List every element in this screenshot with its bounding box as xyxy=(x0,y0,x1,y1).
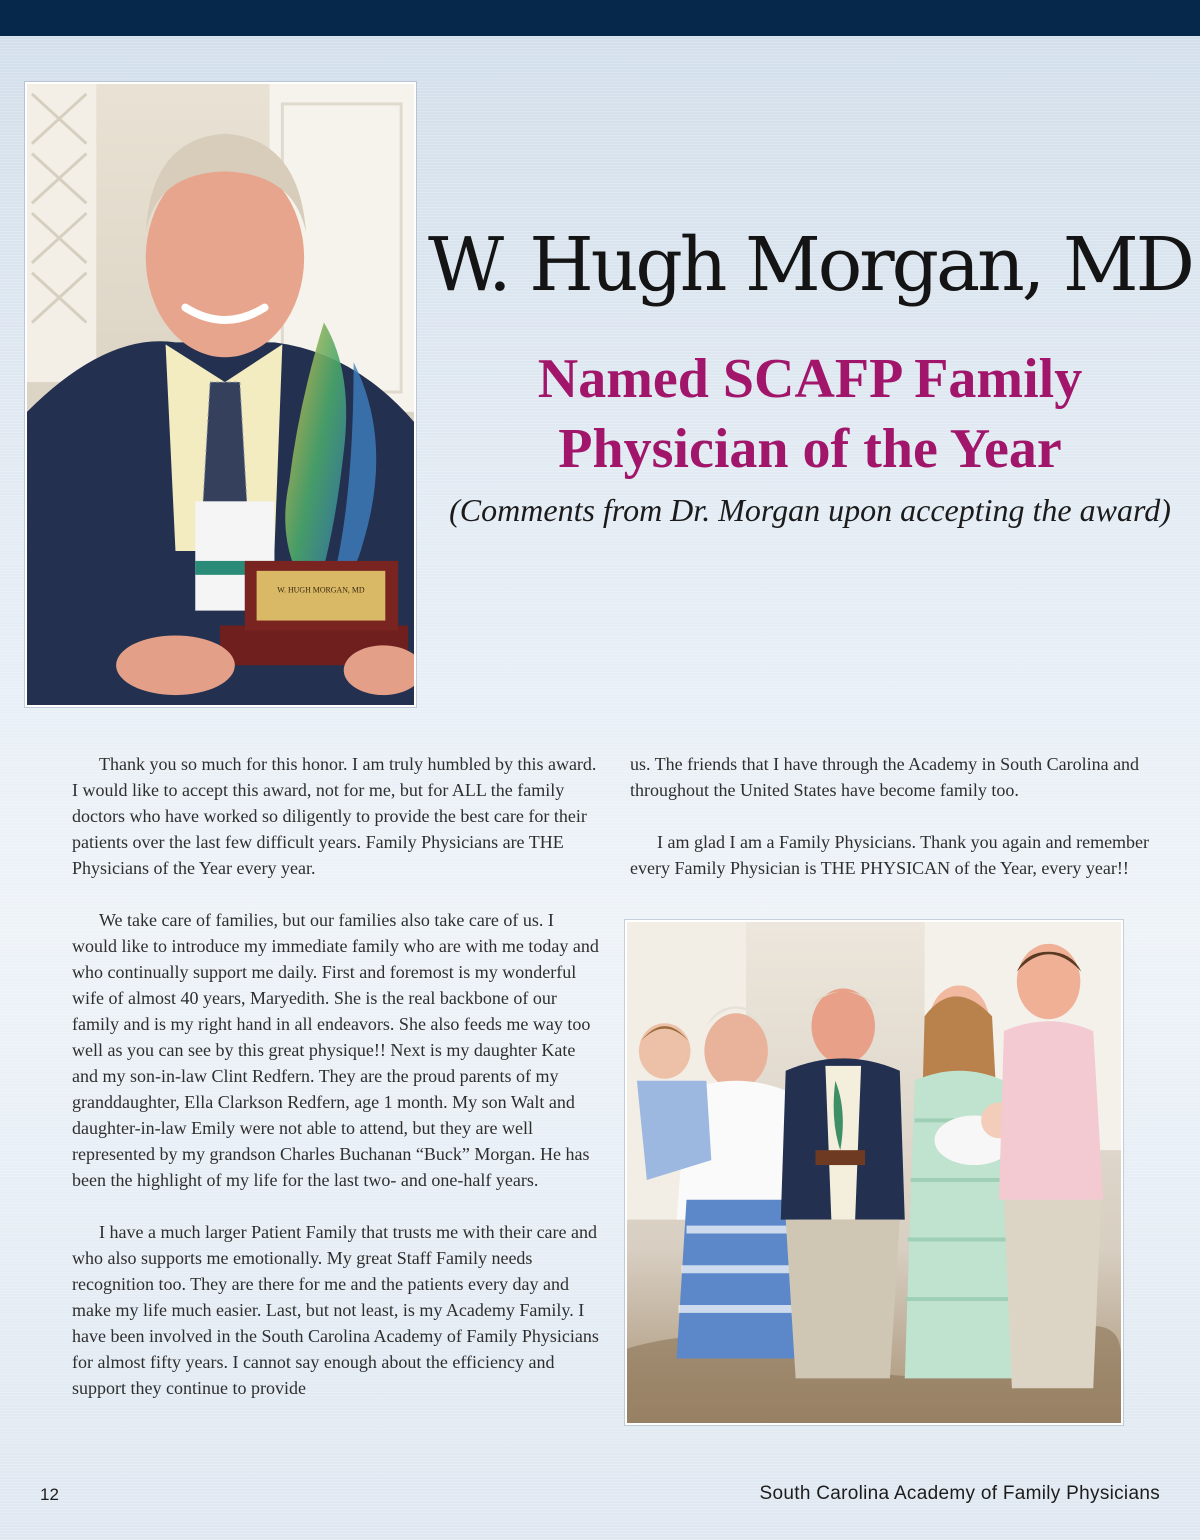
paragraph: Thank you so much for this honor. I am truly humbled by this award. I would like to accept this award, not for me, but for ALL the family doctors who have worked so diligently to provide the best care for their patients over the last few difficult years. Family Physicians are THE Physicians of the Year every year. xyxy=(72,754,597,878)
subtitle xyxy=(470,344,1150,484)
page-number: 12 xyxy=(40,1485,59,1504)
top-band xyxy=(0,0,1200,36)
paragraph: us. The friends that I have through the Academy in South Carolina and throughout the United States have become family too. xyxy=(630,754,1140,800)
plaque-text: W. HUGH MORGAN, MD xyxy=(277,585,365,595)
article-column-left xyxy=(72,751,602,1427)
portrait-photo-icon xyxy=(27,84,414,705)
article-column-right xyxy=(630,751,1170,907)
family-photo-icon xyxy=(627,922,1121,1423)
portrait-photo xyxy=(25,82,416,707)
paragraph: I am glad I am a Family Physicians. Thank you again and remember every Family Physician is THE PHYSICAN of the Year, every year!! xyxy=(630,832,1150,878)
page-title: W. Hugh Morgan, MD xyxy=(428,222,1192,308)
comment-caption: (Comments from Dr. Morgan upon accepting the award) xyxy=(449,492,1171,528)
footer-organization: South Carolina Academy of Family Physicians xyxy=(759,1483,1160,1504)
family-photo xyxy=(625,920,1123,1425)
subtitle-line-1: Named SCAFP Family xyxy=(537,348,1083,410)
paragraph: We take care of families, but our families also take care of us. I would like to introduce my immediate family who are with me today and who continually support me daily. First and foremost is my wonderful wife of almost 40 years, Maryedith. She is the real backbone of our family and is my right hand in all endeavors. She also feeds me way too well as you can see by this great physique!! Next is my daughter Kate and my son-in-law Clint Redfern. They are the proud parents of my granddaughter, Ella Clarkson Redfern, age 1 month. My son Walt and daughter-in-law Emily were not able to attend, but they are well represented by my grandson Charles Buchanan “Buck” Morgan. He has been the highlight of my life for the last two- and one-half years. xyxy=(72,910,599,1190)
paragraph: I have a much larger Patient Family that trusts me with their care and who also supports me emotionally. My great Staff Family needs recognition too. They are there for me and the patients every day and make my life much easier. Last, but not least, is my Academy Family. I have been involved in the South Carolina Academy of Family Physicians for almost fifty years. I cannot say enough about the efficiency and support they continue to provide xyxy=(72,1222,599,1398)
subtitle-line-2: Physician of the Year xyxy=(558,418,1062,480)
